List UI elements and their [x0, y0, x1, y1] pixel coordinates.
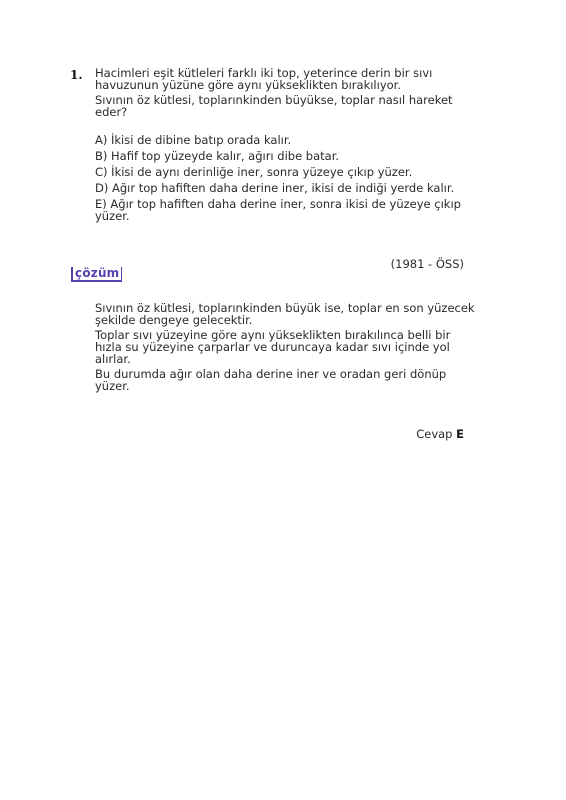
- option-b: B) Hafif top yüzeyde kalır, ağırı dibe batar.: [95, 149, 340, 163]
- solution-paragraph: Sıvının öz kütlesi, toplarınkinden büyük ise, toplar en son yüzecek şekilde dengeye gelecektir.: [95, 301, 475, 327]
- answer-line: [416, 427, 464, 441]
- question-block: [70, 67, 470, 226]
- option-c: C) İkisi de aynı derinliğe iner, sonra yüzeye çıkıp yüzer.: [95, 165, 413, 179]
- solution-paragraph: Toplar sıvı yüzeyine göre aynı yükseklikten bırakılınca belli bir hızla su yüzeyine çarparlar ve duruncaya kadar sıvı içinde yol alırlar.: [95, 328, 451, 366]
- option-a: A) İkisi de dibine batıp orada kalır.: [95, 133, 292, 147]
- question-paragraph: Sıvının öz kütlesi, toplarınkinden büyükse, toplar nasıl hareket eder?: [95, 93, 453, 119]
- option-d: D) Ağır top hafiften daha derine iner, ikisi de indiği yerde kalır.: [95, 181, 455, 195]
- option-e: E) Ağır top hafiften daha derine iner, sonra ikisi de yüzeye çıkıp yüzer.: [95, 197, 461, 223]
- solution-badge: çözüm: [71, 267, 122, 282]
- question-number: 1.: [70, 68, 83, 82]
- solution-paragraph: Bu durumda ağır olan daha derine iner ve oradan geri dönüp yüzer.: [95, 367, 447, 393]
- question-stem: [95, 67, 470, 118]
- question-source: (1981 - ÖSS): [390, 257, 464, 271]
- question-paragraph: Hacimleri eşit kütleleri farklı iki top, yeterince derin bir sıvı havuzunun yüzüne göre aynı yükseklikten bırakılıyor.: [95, 66, 433, 92]
- solution-block: [95, 302, 475, 395]
- answer-label: Cevap: [416, 427, 453, 441]
- answer-letter: E: [456, 427, 464, 441]
- answer-options: [95, 134, 470, 222]
